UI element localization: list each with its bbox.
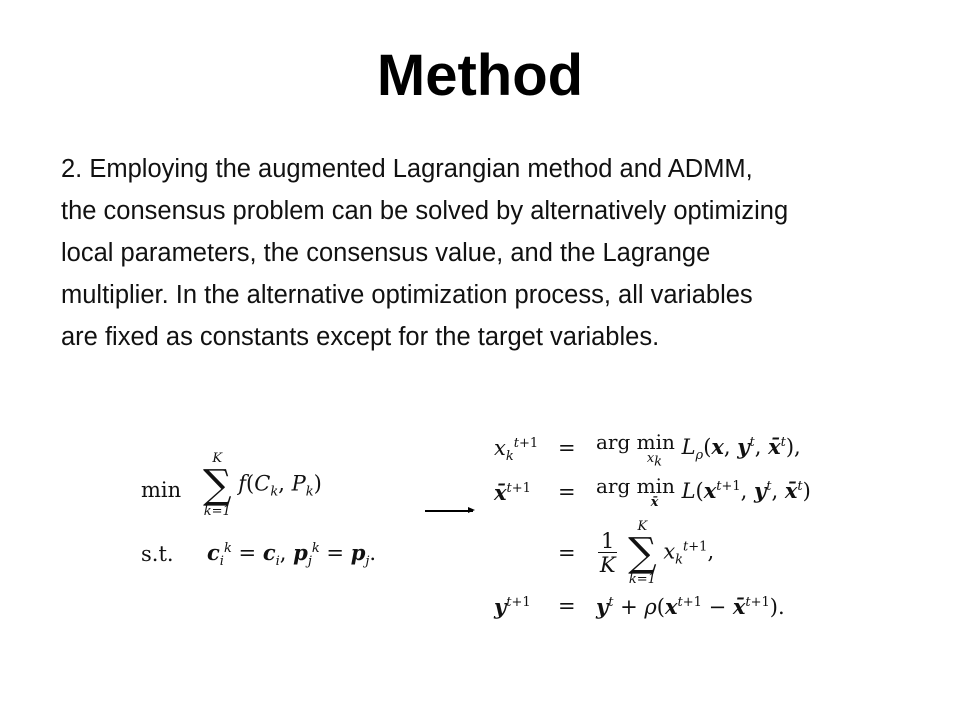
x-local-update-lhs: $x_k^{t+1}$ <box>494 436 539 465</box>
paragraph-line: local parameters, the consensus value, and the Lagrange <box>61 239 711 267</box>
subject-to-label: s.t. <box>141 542 174 566</box>
multiplier-update-rhs: $y^t + \rho(x^{t+1}$ − x̄$^{t+1}$). <box>596 594 785 619</box>
consensus-update-lhs: x̄$^{t+1}$ <box>494 480 531 505</box>
eq-sign: = <box>558 541 576 565</box>
eq-sign: = <box>558 480 576 504</box>
min-label: min <box>141 478 182 502</box>
consensus-update-rhs: arg min x̄ $L(x^{t+1}$, $y^t$, x̄$^t$) <box>596 474 811 510</box>
right-arrow-icon <box>425 510 473 512</box>
eq-sign: = <box>558 436 576 460</box>
paragraph-line: are fixed as constants except for the target variables. <box>61 323 660 351</box>
constraint-expression: $c_i^k = c_i$, $p_j^k = p_j$. <box>207 540 377 570</box>
x-local-update-rhs: arg min $x_k$ $L_\rho(x$, $y^t$, x̄$^t$), <box>596 430 801 470</box>
objective-sum: K ∑ k=1 $f(C_k$, $P_k$) <box>203 451 322 519</box>
paragraph-line: multiplier. In the alternative optimization process, all variables <box>61 281 753 309</box>
consensus-average-rhs: $\frac{1}{K}$ K ∑ k=1 $x_k^{t+1}$, <box>599 519 715 587</box>
eq-sign: = <box>558 594 576 618</box>
multiplier-update-lhs: $y^{t+1}$ <box>494 594 531 619</box>
slide-title: Method <box>376 43 584 108</box>
body-paragraph <box>61 148 931 358</box>
paragraph-line: the consensus problem can be solved by alternatively optimizing <box>61 197 789 225</box>
paragraph-line: 2. Employing the augmented Lagrangian method and ADMM, <box>61 155 753 183</box>
